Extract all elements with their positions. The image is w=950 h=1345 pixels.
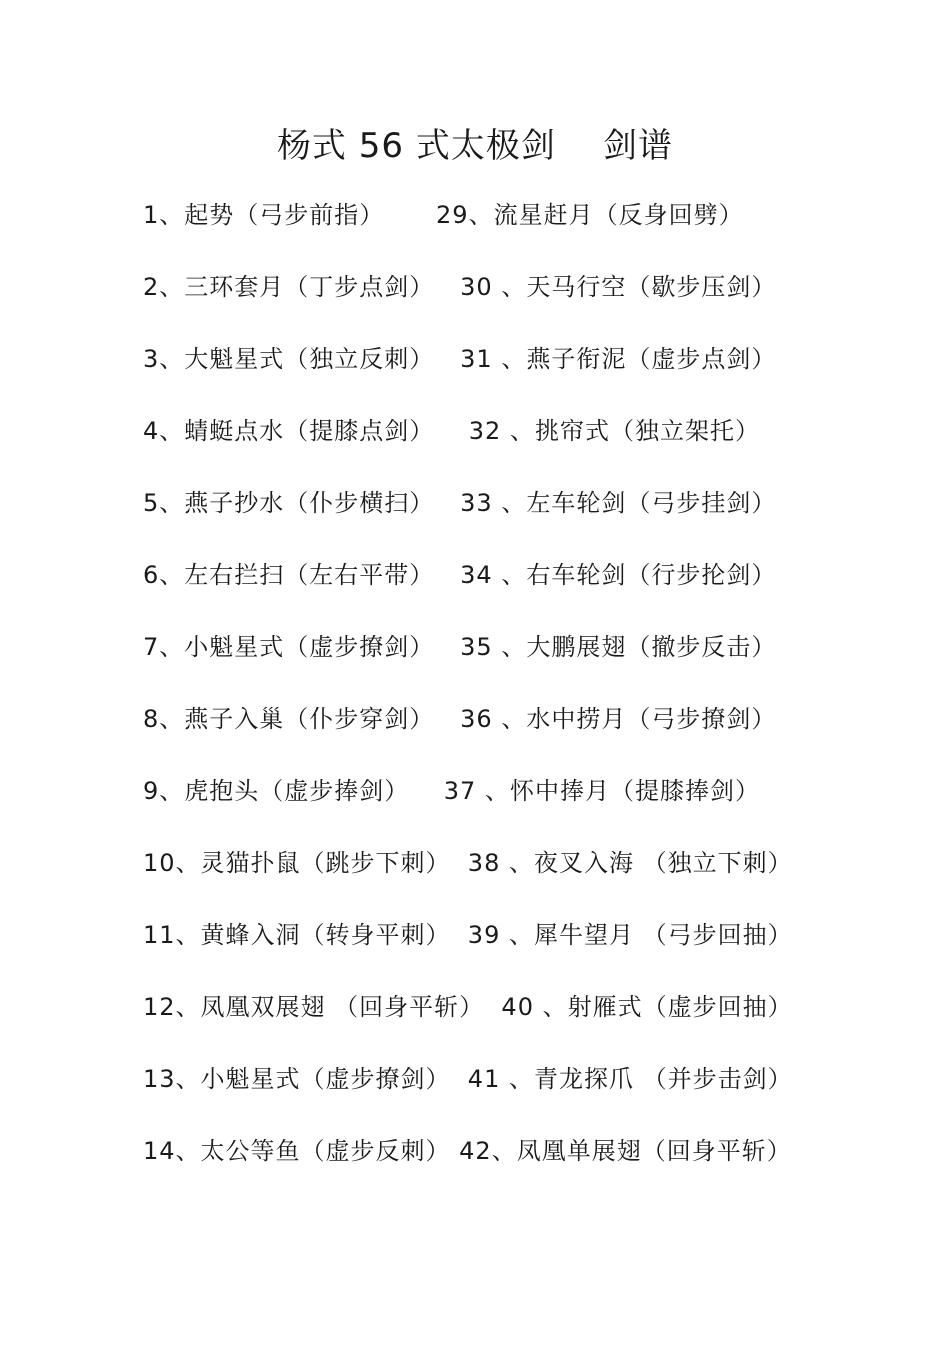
list-item: 2、三环套月（丁步点剑） 30 、天马行空（歇步压剑） <box>143 273 777 301</box>
list-item: 5、燕子抄水（仆步横扫） 33 、左车轮剑（弓步挂剑） <box>143 489 777 517</box>
list-item: 6、左右拦扫（左右平带） 34 、右车轮剑（行步抡剑） <box>143 561 777 589</box>
list-item: 11、黄蜂入洞（转身平刺） 39 、犀牛望月 （弓步回抽） <box>143 921 793 949</box>
form-list <box>143 198 813 1168</box>
list-item: 9、虎抱头（虚步捧剑） 37 、怀中捧月（提膝捧剑） <box>143 777 760 805</box>
list-item: 4、蜻蜓点水（提膝点剑） 32 、挑帘式（独立架托） <box>143 417 760 445</box>
list-item: 8、燕子入巢（仆步穿剑） 36 、水中捞月（弓步撩剑） <box>143 705 777 733</box>
list-item: 14、太公等鱼（虚步反刺） 42、凤凰单展翅（回身平斩） <box>143 1137 792 1165</box>
list-item: 7、小魁星式（虚步撩剑） 35 、大鹏展翅（撤步反击） <box>143 633 777 661</box>
list-item: 3、大魁星式（独立反刺） 31 、燕子衔泥（虚步点剑） <box>143 345 777 373</box>
list-item: 13、小魁星式（虚步撩剑） 41 、青龙探爪 （并步击剑） <box>143 1065 793 1093</box>
list-item: 10、灵猫扑鼠（跳步下刺） 38 、夜叉入海 （独立下刺） <box>143 849 793 877</box>
list-item: 1、起势（弓步前指） 29、流星赶月（反身回劈） <box>143 201 744 229</box>
list-item: 12、凤凰双展翅 （回身平斩） 40 、射雁式（虚步回抽） <box>143 993 793 1021</box>
page-title: 杨式 56 式太极剑 剑谱 <box>276 126 674 166</box>
